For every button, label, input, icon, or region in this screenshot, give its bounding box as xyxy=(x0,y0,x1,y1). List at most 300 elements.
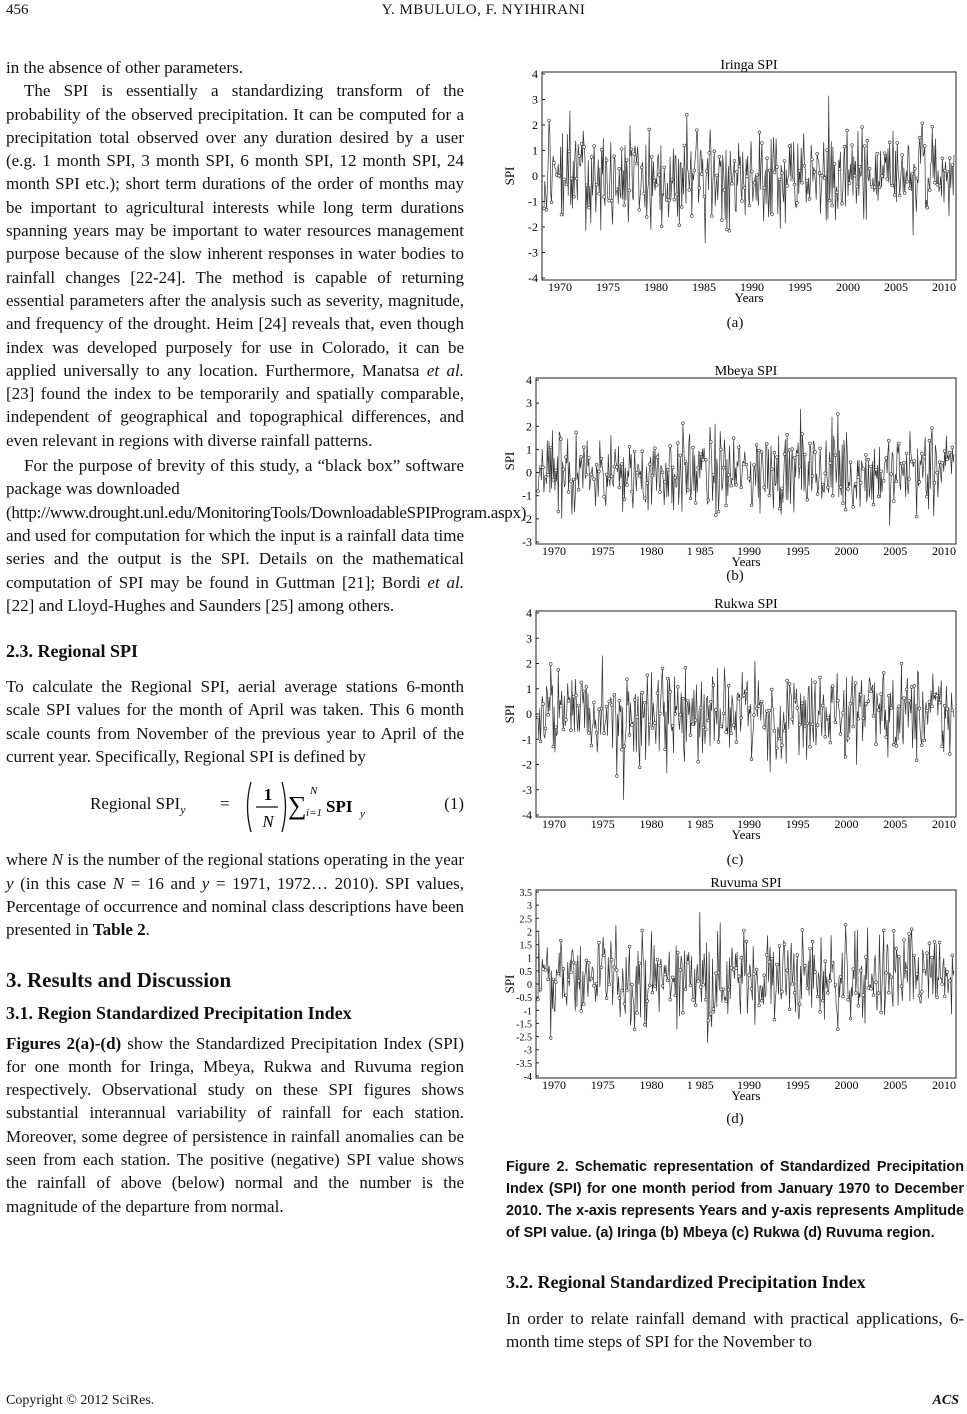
x-tick-label: 1 985 xyxy=(686,817,714,831)
spi-point xyxy=(603,954,606,957)
spi-point xyxy=(951,446,954,449)
spi-point xyxy=(824,960,827,963)
spi-point xyxy=(595,183,598,186)
spi-point xyxy=(923,145,926,148)
spi-point xyxy=(590,977,593,980)
spi-point xyxy=(826,991,829,994)
spi-point xyxy=(804,964,807,967)
spi-point xyxy=(605,473,608,476)
y-tick-label: -3 xyxy=(523,1045,532,1057)
chart-mbeya-spi xyxy=(500,364,962,569)
spi-point xyxy=(736,170,739,173)
spi-point xyxy=(636,471,639,474)
spi-point xyxy=(766,157,769,160)
spi-point xyxy=(623,204,626,207)
spi-point xyxy=(791,178,794,181)
spi-point xyxy=(814,681,817,684)
y-tick-label: -4 xyxy=(523,1072,532,1083)
spi-point xyxy=(923,969,926,972)
spi-point xyxy=(585,473,588,476)
spi-point xyxy=(948,753,951,756)
spi-point xyxy=(806,722,809,725)
spi-point xyxy=(704,728,707,731)
spi-point xyxy=(951,709,954,712)
spi-point xyxy=(712,1008,715,1011)
spi-point xyxy=(669,445,672,448)
spi-point xyxy=(791,718,794,721)
spi-point xyxy=(852,506,855,509)
spi-point xyxy=(824,735,827,738)
spi-point xyxy=(928,942,931,945)
y-tick-label: 2 xyxy=(526,419,532,434)
spi-point xyxy=(610,958,613,961)
spi-point xyxy=(608,983,611,986)
spi-point xyxy=(768,169,771,172)
spi-point xyxy=(763,486,766,489)
spi-point xyxy=(763,187,766,190)
spi-point xyxy=(905,452,908,455)
spi-point xyxy=(781,990,784,993)
spi-point xyxy=(765,953,768,956)
spi-point xyxy=(758,449,761,452)
spi-point xyxy=(898,442,901,445)
x-tick-label: 2010 xyxy=(932,544,956,558)
spi-point xyxy=(590,744,593,747)
chart-svg xyxy=(500,364,962,569)
figure-caption: Figure 2. Schematic representation of Standardized Precipitation Index (SPI) for one month period from January 1970 to December 2010. The x-axis represents Years and y-axis represents Amplitude of SPI value. (a) Iringa (b) Mbeya (c) Rukwa (d) Ruvuma region. xyxy=(506,1159,964,1241)
spi-point xyxy=(643,1023,646,1026)
spi-point xyxy=(791,448,794,451)
spi-point xyxy=(938,701,941,704)
spi-point xyxy=(770,957,773,960)
spi-point xyxy=(841,202,844,205)
spi-point xyxy=(715,514,718,517)
spi-point xyxy=(831,962,834,965)
spi-point xyxy=(560,939,563,942)
spi-point xyxy=(872,715,875,718)
footer-journal: ACS xyxy=(932,1393,959,1408)
x-tick-label: 1995 xyxy=(785,1078,810,1092)
spi-point xyxy=(793,991,796,994)
spi-point xyxy=(550,201,553,204)
spi-point xyxy=(813,170,816,173)
spi-point xyxy=(853,174,856,177)
spi-point xyxy=(590,156,593,159)
spi-point xyxy=(723,189,726,192)
spi-point xyxy=(743,694,746,697)
spi-point xyxy=(613,155,616,158)
spi-point xyxy=(678,224,681,227)
spi-point xyxy=(578,155,581,158)
spi-point xyxy=(788,1008,791,1011)
spi-point xyxy=(895,947,898,950)
spi-point xyxy=(809,442,812,445)
spi-point xyxy=(563,178,566,181)
spi-point xyxy=(793,183,796,186)
spi-point xyxy=(593,701,596,704)
spi-point xyxy=(887,694,890,697)
spi-point xyxy=(861,126,864,129)
spi-point xyxy=(891,184,894,187)
spi-point xyxy=(743,929,746,932)
spi-point xyxy=(846,129,849,132)
spi-point xyxy=(694,719,697,722)
spi-point xyxy=(697,466,700,469)
spi-point xyxy=(745,940,748,943)
spi-point xyxy=(615,775,618,778)
spi-point xyxy=(877,709,880,712)
spi-point xyxy=(603,495,606,498)
spi-point xyxy=(659,964,662,967)
y-tick-label: 1 xyxy=(526,681,532,696)
spi-point xyxy=(570,480,573,483)
paragraph: In order to relate rainfall demand with practical applications, 6-month time steps of SPI for the November to xyxy=(506,1309,964,1352)
spi-point xyxy=(778,507,781,510)
sum-lower: i=1 xyxy=(306,807,322,820)
spi-point xyxy=(641,929,644,932)
spi-point xyxy=(737,697,740,700)
spi-point xyxy=(750,758,753,761)
spi-point xyxy=(580,455,583,458)
spi-point xyxy=(687,961,690,964)
x-tick-label: 1995 xyxy=(785,817,810,831)
spi-point xyxy=(618,167,621,170)
spi-point xyxy=(781,744,784,747)
paragraph: Figures 2(a)-(d) show the Standardized Precipitation Index (SPI) for one month for Iringa, Mbeya, Rukwa and Ruvuma region respectively. Observational study on these SPI figures shows substantial interannual variability of rainfall for each station. Moreover, some degree of persistence in rainfall anomalies can be seen from each station. The positive (negative) SPI value shows the rainfall of above (below) normal and the number is the magnitude of the departure from normal. xyxy=(6,1033,464,1216)
spi-point xyxy=(915,515,918,518)
spi-point xyxy=(692,723,695,726)
spi-point xyxy=(900,985,903,988)
spi-point xyxy=(537,490,540,493)
spi-point xyxy=(890,976,893,979)
spi-point xyxy=(821,704,824,707)
x-axis-label: Years xyxy=(731,1088,761,1103)
spi-point xyxy=(549,663,552,666)
spi-point xyxy=(870,465,873,468)
spi-point xyxy=(842,502,845,505)
spi-point xyxy=(562,967,565,970)
spi-point xyxy=(928,189,931,192)
spi-point xyxy=(821,999,824,1002)
spi-point xyxy=(791,983,794,986)
spi-point xyxy=(831,494,834,497)
spi-point xyxy=(809,745,812,748)
spi-point xyxy=(783,729,786,732)
spi-point xyxy=(834,984,837,987)
spi-point xyxy=(821,483,824,486)
spi-point xyxy=(626,989,629,992)
y-tick-label: 1 xyxy=(532,143,538,158)
spi-point xyxy=(768,961,771,964)
spi-point xyxy=(567,491,570,494)
y-tick-label: -4 xyxy=(528,271,538,285)
x-tick-label: 1970 xyxy=(542,817,566,831)
x-tick-label: 2005 xyxy=(883,1078,908,1092)
equation xyxy=(6,774,464,840)
spi-point xyxy=(603,196,606,199)
spi-point xyxy=(826,486,829,489)
equation-graphic xyxy=(242,774,372,840)
spi-point xyxy=(763,726,766,729)
spi-point xyxy=(877,992,880,995)
spi-point xyxy=(725,1000,728,1003)
x-tick-label: 1990 xyxy=(737,817,761,831)
spi-point xyxy=(890,473,893,476)
spi-point xyxy=(882,479,885,482)
spi-point xyxy=(545,208,548,211)
chart-iringa-spi xyxy=(500,58,962,313)
spi-point xyxy=(674,712,677,715)
spi-point xyxy=(768,709,771,712)
spi-point xyxy=(892,500,895,503)
spi-point xyxy=(635,162,638,165)
spi-point xyxy=(760,700,763,703)
y-tick-label: 2 xyxy=(527,927,532,939)
spi-point xyxy=(690,215,693,218)
spi-point xyxy=(554,726,557,729)
spi-point xyxy=(699,706,702,709)
spi-point xyxy=(928,439,931,442)
spi-point xyxy=(631,724,634,727)
spi-point xyxy=(893,194,896,197)
spi-point xyxy=(948,979,951,982)
spi-point xyxy=(552,479,555,482)
x-tick-label: 2000 xyxy=(834,1078,859,1092)
spi-point xyxy=(628,734,631,737)
spi-point xyxy=(680,206,683,209)
spi-point xyxy=(948,451,951,454)
spi-point xyxy=(809,947,812,950)
spi-point xyxy=(928,701,931,704)
right-column-text xyxy=(506,1272,964,1354)
spi-point xyxy=(628,189,631,192)
running-title: Y. MBULULO, F. NYIHIRANI xyxy=(381,2,586,18)
spi-point xyxy=(707,499,710,502)
spi-point xyxy=(633,1028,636,1031)
spi-point xyxy=(580,1010,583,1013)
spi-point xyxy=(773,451,776,454)
spi-point xyxy=(842,712,845,715)
spi-point xyxy=(880,470,883,473)
x-tick-label: 1975 xyxy=(596,280,620,294)
spi-point xyxy=(816,493,819,496)
spi-point xyxy=(839,733,842,736)
spi-point xyxy=(641,450,644,453)
spi-point xyxy=(638,474,641,477)
spi-point xyxy=(605,997,608,1000)
spi-point xyxy=(803,164,806,167)
y-tick-label: 0 xyxy=(532,169,538,183)
spi-point xyxy=(826,149,829,152)
spi-point xyxy=(648,463,651,466)
y-axis-label: SPI xyxy=(502,704,517,724)
spi-point xyxy=(557,972,560,975)
spi-point xyxy=(786,969,789,972)
spi-point xyxy=(600,148,603,151)
spi-point xyxy=(834,721,837,724)
page-number: 456 xyxy=(6,2,29,18)
y-tick-label: 3 xyxy=(532,92,538,107)
y-axis-label: SPI xyxy=(502,166,517,186)
spi-point xyxy=(731,182,734,185)
spi-point xyxy=(890,707,893,710)
spi-point xyxy=(844,508,847,511)
spi-point xyxy=(730,484,733,487)
spi-point xyxy=(745,463,748,466)
spi-point xyxy=(740,956,743,959)
spi-point xyxy=(683,144,686,147)
spi-point xyxy=(901,154,904,157)
spi-point xyxy=(560,704,563,707)
spi-point xyxy=(710,215,713,218)
spi-point xyxy=(582,446,585,449)
spi-point xyxy=(542,466,545,469)
spi-point xyxy=(903,939,906,942)
spi-point xyxy=(707,1019,710,1022)
chart-svg xyxy=(500,58,962,308)
spi-point xyxy=(575,177,578,180)
spi-point xyxy=(915,759,918,762)
spi-point xyxy=(549,1037,552,1040)
spi-point xyxy=(542,703,545,706)
paragraph: For the purpose of brevity of this study, a “black box” software package was downloaded (http://www.drought.unl.edu/MonitoringTools/DownloadableSPIProgram.aspx) and used for computation for which the input is a rainfall data time series and the output is the SPI. Details on the mathematical computation of SPI may be found in Guttman [21]; Bordi et al. [22] and Lloyd-Hughes and Saunders [25] among others. xyxy=(6,456,527,615)
spi-point xyxy=(562,728,565,731)
spi-point xyxy=(651,474,654,477)
spi-point xyxy=(600,457,603,460)
spi-point xyxy=(653,179,656,182)
spi-point xyxy=(941,461,944,464)
spi-point xyxy=(674,994,677,997)
spi-point xyxy=(673,198,676,201)
spi-point xyxy=(806,179,809,182)
spi-point xyxy=(623,745,626,748)
spi-point xyxy=(796,201,799,204)
spi-point xyxy=(676,685,679,688)
x-tick-label: 1985 xyxy=(692,280,716,294)
spi-point xyxy=(621,463,624,466)
spi-point xyxy=(748,477,751,480)
spi-point xyxy=(684,460,687,463)
spi-point xyxy=(720,448,723,451)
spi-point xyxy=(852,725,855,728)
y-tick-label: 3 xyxy=(526,631,532,646)
spi-point xyxy=(692,999,695,1002)
spi-point xyxy=(660,225,663,228)
spi-point xyxy=(565,994,568,997)
spi-point xyxy=(679,713,682,716)
spi-point xyxy=(786,679,789,682)
y-tick-label: -3 xyxy=(522,782,532,797)
spi-point xyxy=(583,146,586,149)
y-tick-label: -1 xyxy=(522,732,532,747)
spi-point xyxy=(946,971,949,974)
spi-point xyxy=(699,453,702,456)
x-tick-label: 1980 xyxy=(639,1078,664,1092)
spi-point xyxy=(575,694,578,697)
spi-point xyxy=(610,475,613,478)
spi-point xyxy=(636,1012,639,1015)
spi-point xyxy=(664,973,667,976)
spi-subscript: y xyxy=(360,808,365,821)
x-tick-label: 1980 xyxy=(639,817,664,831)
y-tick-label: -1.5 xyxy=(516,1019,532,1031)
spi-point xyxy=(689,734,692,737)
spi-point xyxy=(573,195,576,198)
spi-point xyxy=(709,1012,712,1015)
spi-point xyxy=(748,707,751,710)
spi-point xyxy=(773,1018,776,1021)
spi-point xyxy=(737,446,740,449)
subfigure-label: (b) xyxy=(726,568,744,584)
spi-point xyxy=(585,184,588,187)
spi-point xyxy=(798,169,801,172)
spi-point xyxy=(943,704,946,707)
paragraph: in the absence of other parameters. xyxy=(6,58,243,77)
x-tick-label: 1970 xyxy=(542,544,566,558)
spi-point xyxy=(876,152,879,155)
spi-point xyxy=(722,466,725,469)
x-tick-label: 1990 xyxy=(737,1078,761,1092)
spi-point xyxy=(735,741,738,744)
x-axis-label: Years xyxy=(731,554,761,569)
spi-point xyxy=(682,422,685,425)
spi-point xyxy=(675,193,678,196)
spi-point xyxy=(941,745,944,748)
x-tick-label: 1 985 xyxy=(686,544,714,558)
spi-point xyxy=(560,213,563,216)
spi-point xyxy=(811,940,814,943)
spi-point xyxy=(903,697,906,700)
y-tick-label: -3.5 xyxy=(516,1058,532,1070)
spi-point xyxy=(651,991,654,994)
spi-point xyxy=(544,969,547,972)
spi-point xyxy=(913,167,916,170)
spi-point xyxy=(630,148,633,151)
spi-point xyxy=(676,442,679,445)
spi-point xyxy=(717,510,720,513)
spi-point xyxy=(888,141,891,144)
spi-point xyxy=(862,468,865,471)
x-tick-label: 1980 xyxy=(644,280,668,294)
spi-point xyxy=(886,178,889,181)
y-tick-label: 0 xyxy=(526,465,532,480)
spi-point xyxy=(842,995,845,998)
spi-point xyxy=(773,729,776,732)
spi-point xyxy=(908,187,911,190)
spi-point xyxy=(659,712,662,715)
spi-point xyxy=(687,489,690,492)
spi-point xyxy=(854,992,857,995)
spi-point xyxy=(943,995,946,998)
spi-point xyxy=(565,183,568,186)
spi-point xyxy=(682,1011,685,1014)
spi-point xyxy=(798,1003,801,1006)
spi-point xyxy=(933,941,936,944)
spi-point xyxy=(623,498,626,501)
spi-point xyxy=(857,717,860,720)
spi-point xyxy=(798,465,801,468)
spi-point xyxy=(661,471,664,474)
spi-point xyxy=(851,144,854,147)
spi-point xyxy=(943,450,946,453)
x-tick-label: 1 985 xyxy=(686,1078,714,1092)
spi-point xyxy=(918,481,921,484)
spi-point xyxy=(806,987,809,990)
spi-point xyxy=(577,980,580,983)
spi-point xyxy=(613,693,616,696)
spi-point xyxy=(570,729,573,732)
spi-point xyxy=(554,469,557,472)
